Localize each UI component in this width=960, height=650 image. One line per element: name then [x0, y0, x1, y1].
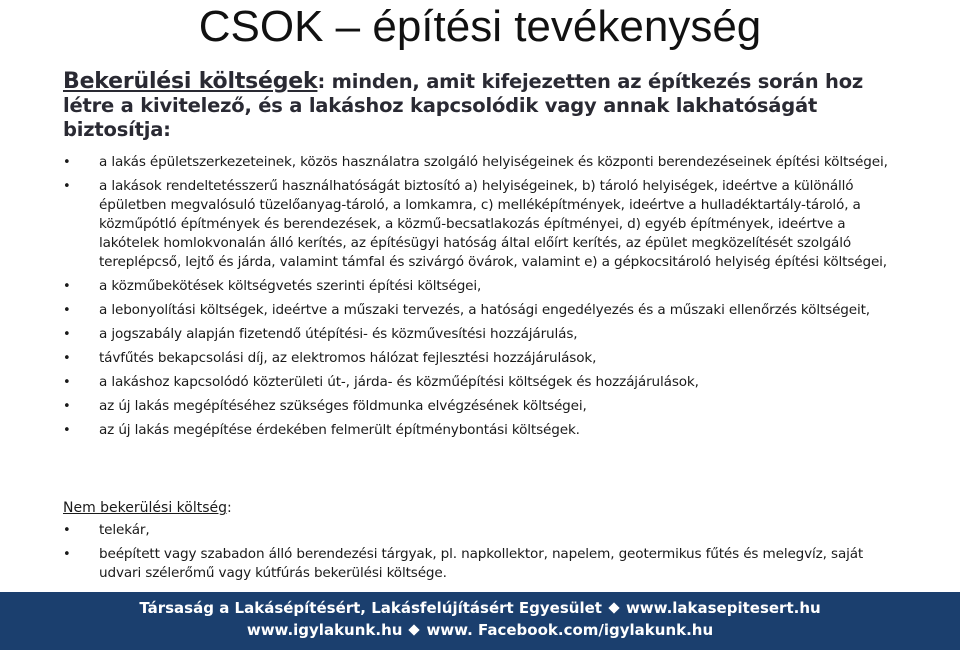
- list-item: [63, 153, 903, 172]
- non-cost-colon: :: [227, 500, 232, 516]
- non-cost-heading: [63, 498, 232, 518]
- intro-text: : minden, amit kifejezetten az építkezés során hoz létre a kivitelező, és a lakáshoz kapcsolódik vagy annak lakhatóságát biztosítja:: [63, 70, 864, 141]
- bullet-icon: •: [63, 179, 71, 194]
- list-item-text: távfűtés bekapcsolási díj, az elektromos hálózat fejlesztési hozzájárulások,: [99, 350, 597, 366]
- list-item: [63, 373, 903, 392]
- slide-title: CSOK – építési tevékenység: [198, 2, 762, 51]
- bullet-icon: •: [63, 279, 71, 294]
- list-item-text: a lebonyolítási költségek, ideértve a műszaki tervezés, a hatósági engedélyezés és a műszaki ellenőrzés költségeit,: [99, 302, 870, 318]
- list-item-text: a közműbekötések költségvetés szerinti építési költségei,: [99, 278, 482, 294]
- footer-link-lakasepitesert[interactable]: www.lakasepitesert.hu: [625, 599, 821, 617]
- bullet-icon: •: [63, 155, 71, 170]
- bullet-icon: •: [63, 547, 71, 562]
- list-item-text: beépített vagy szabadon álló berendezési tárgyak, pl. napkollektor, napelem, geotermikus fűtés és melegvíz, saját udvari szélerőmű vagy kútfúrás bekerülési költsége.: [99, 546, 864, 581]
- list-item: [63, 301, 903, 320]
- intro-keyword: Bekerülési költségek: [63, 69, 318, 94]
- list-item-text: az új lakás megépítéséhez szükséges földmunka elvégzésének költségei,: [99, 398, 587, 414]
- bullet-icon: •: [63, 303, 71, 318]
- list-item-text: az új lakás megépítése érdekében felmerült építménybontási költségek.: [99, 422, 580, 438]
- diamond-icon: [409, 624, 420, 635]
- footer-banner: [0, 592, 960, 650]
- bullet-icon: •: [63, 423, 71, 438]
- footer-row-2: [0, 619, 960, 641]
- non-cost-list: [63, 521, 903, 588]
- bullet-icon: •: [63, 327, 71, 342]
- list-item-text: a jogszabály alapján fizetendő útépítési- és közművesítési hozzájárulás,: [99, 326, 578, 342]
- bullet-icon: •: [63, 523, 71, 538]
- list-item: [63, 421, 903, 440]
- list-item: [63, 545, 903, 583]
- list-item-text: a lakás épületszerkezeteinek, közös használatra szolgáló helyiségeinek és központi berendezéseinek építési költségei,: [99, 154, 888, 170]
- list-item-text: telekár,: [99, 522, 150, 538]
- list-item-text: a lakások rendeltetésszerű használhatóságát biztosító a) helyiségeinek, b) tároló helyiségek, ideértve a különálló épületben megvalósuló tüzelőanyag-tároló, a lomkamra, c) melléképítmények, ideértve a hulladéktartály-tároló, a közműpótló építmények és berendezések, a közmű-becsatlakozás építményei, d) egyéb építmények, ideértve a lakótelek homlokvonalán álló kerítés, az építésügyi hatóság által előírt kerítés, az épület megközelítését szolgáló tereplépcső, lejtő és járda, valamint támfal és szivárgó övárok, valamint e) a gépkocsitároló helyiség építési költségei,: [99, 178, 887, 270]
- bullet-icon: •: [63, 399, 71, 414]
- diamond-icon: [608, 602, 619, 613]
- footer-link-facebook[interactable]: www. Facebook.com/igylakunk.hu: [426, 621, 714, 639]
- footer-link-igylakunk[interactable]: www.igylakunk.hu: [246, 621, 403, 639]
- list-item: [63, 521, 903, 540]
- list-item: [63, 397, 903, 416]
- list-item: [63, 349, 903, 368]
- bullet-icon: •: [63, 351, 71, 366]
- bullet-icon: •: [63, 375, 71, 390]
- list-item: [63, 277, 903, 296]
- non-cost-label: Nem bekerülési költség: [63, 500, 228, 516]
- footer-org: Társaság a Lakásépítésért, Lakásfelújításért Egyesület: [139, 599, 602, 617]
- list-item: [63, 325, 903, 344]
- list-item-text: a lakáshoz kapcsolódó közterületi út-, járda- és közműépítési költségek és hozzájárulások,: [99, 374, 699, 390]
- list-item: [63, 177, 903, 272]
- intro-paragraph: [63, 70, 903, 142]
- cost-list: [63, 153, 903, 445]
- footer-row-1: [0, 597, 960, 619]
